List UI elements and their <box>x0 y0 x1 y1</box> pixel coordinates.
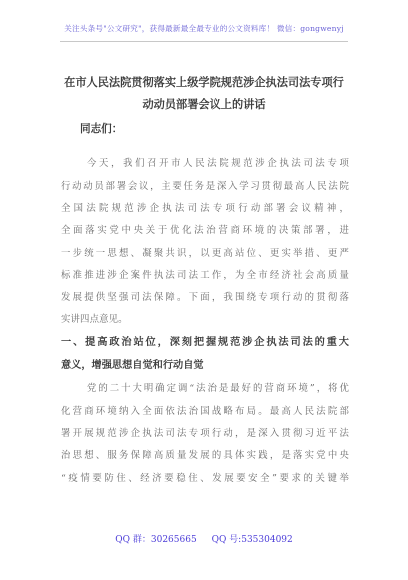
paragraph-line: 行动动员部署会议，主要任务是深入学习贯彻最高人民法院 <box>61 181 349 192</box>
paragraph-line: “疫情要防住、经济要稳住、发展要安全”要求的关键举 <box>61 473 349 484</box>
paragraph-line: 化营商环境纳入全面依法治国战略布局。最高人民法院部 <box>61 406 349 417</box>
document-title <box>60 71 348 115</box>
title-line: 动动员部署会议上的讲话 <box>142 97 266 111</box>
header-divider <box>60 41 348 42</box>
salutation: 同志们： <box>80 123 123 135</box>
paragraph-line: 署开展规范涉企执法司法专项行动，是深入贯彻习近平法 <box>61 428 349 439</box>
paragraph-line: 党的二十大明确定调“法治是最好的营商环境”，将优 <box>87 383 349 394</box>
paragraph-line: 今天，我们召开市人民法院规范涉企执法司法专项 <box>87 158 349 169</box>
paragraph-line: 一步统一思想、凝聚共识，以更高站位、更实举措、更严 <box>61 248 349 259</box>
paragraph-line: 全面落实党中央关于优化法治营商环境的决策部署，进 <box>61 225 349 236</box>
paragraph-line: 全国法院规范涉企执法司法专项行动部署会议精神， <box>61 203 349 214</box>
footer-qq-group: QQ 群：30265665 <box>115 535 197 545</box>
paragraph-line: 治思想、服务保障高质量发展的具体实践，是落实党中央 <box>61 450 349 461</box>
footer-contact <box>0 532 408 545</box>
section-heading-line: 意义，增强思想自觉和行动自觉 <box>61 359 204 371</box>
paragraph-line: 实讲四点意见。 <box>61 314 128 325</box>
header-note: 关注头条号"公文研究"，获得最新最全最专业的公文资料库！ 微信：gongwenyj <box>64 24 344 33</box>
title-line: 在市人民法院贯彻落实上级学院规范涉企执法司法专项行 <box>64 75 344 89</box>
paragraph-line: 发展提供坚强司法保障。下面，我围绕专项行动的贯彻落 <box>61 292 349 303</box>
paragraph-line: 标准推进涉企案件执法司法工作，为全市经济社会高质量 <box>61 270 349 281</box>
footer-qq-number: QQ 号:535304092 <box>211 535 293 545</box>
section-heading-line: 一、提高政治站位，深刻把握规范涉企执法司法的重大 <box>61 336 349 348</box>
